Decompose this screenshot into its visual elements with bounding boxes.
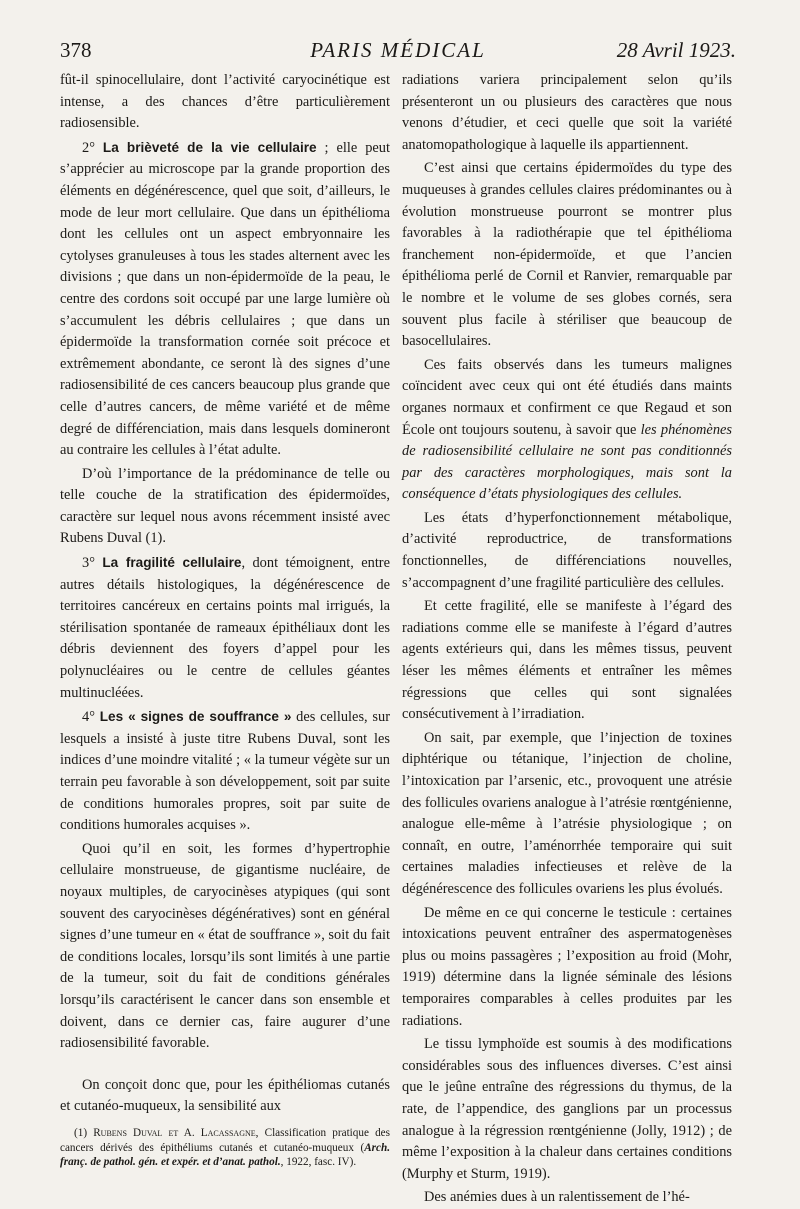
journal-title: PARIS MÉDICAL [310,38,486,62]
paragraph: Des anémies dues à un ralentissement de l’hé- [424,1189,690,1206]
section-heading: La fragilité cellulaire [102,555,242,571]
paragraph-text: Ces faits observés dans les tumeurs malignes coïncident avec ceux qui ont été étudiés dans maints organes normaux et confirment ce que Regaud et son École ont toujours soutenu, à savoir que [402,356,732,438]
footnote [60,1126,390,1170]
section-heading: Les « signes de souffrance » [99,709,292,725]
right-column [402,70,732,1209]
paragraph [60,706,390,837]
paragraph: radiations variera principalement selon qu’ils présenteront un ou plusieurs des caractères que nous venons d’étudier, et ceci quelle que soit la variété anatomopathologique à laquelle ils appartiennent. [402,72,732,153]
italic-emphasis: les phénomènes de radiosensibilité cellulaire ne sont pas conditionnés par des caractères morphologiques, mais sont la conséquence d’états physiologiques des cellules. [402,421,733,503]
paragraph-text: , dont témoignent, entre autres détails histologiques, la dégénérescence de territoires cancéreux en certains points mal irrigués, la stérilisation spontanée de rameaux épithéliaux dont les débris deviennent des foyers d’appel pour les polynucléaires ou le centre de cellules géantes multinucléées. [60,555,390,701]
page-header [60,38,736,72]
paragraph [60,552,390,704]
footnote-end: , 1922, fasc. IV). [280,1156,357,1169]
footnote-number: (1) [74,1126,94,1139]
footnote-authors: Rubens Duval et A. Lacassagne [93,1126,256,1139]
paragraph: Le tissu lymphoïde est soumis à des modifications considérables sous des influences diverses. C’est ainsi que le jeûne entraîne des régressions du thymus, de la rate, de l’appendice, des ganglions par un processus analogue à la régression rœntgénienne (Jolly, 1912) ; de même l’exposition à la chaleur dans certaines conditions (Murphy et Sturm, 1919). [402,1036,732,1182]
item-number: 3° [82,555,103,572]
left-column [60,70,390,1170]
paragraph: Les états d’hyperfonctionnement métabolique, d’activité reproductrice, de transformations fonctionnelles, de différenciations nouvelles, s’accompagnent d’une fragilité particulière des cellules. [402,509,732,591]
item-number: 4° [82,709,100,726]
paragraph: On sait, par exemple, que l’injection de toxines diphtérique ou tétanique, l’injection de choline, l’intoxication par l’arsenic, etc., provoquent une atrésie des follicules ovariens analogue à l’atrésie rœntgénienne, analogue elle-même à l’atrésie physiologique ; on connaît, en outre, l’aménorrhée temporaire qui suit certaines maladies infectieuses et relève de la dégénérescence des follicules ovariens les plus évolués. [402,729,732,897]
paragraph-text: des cellules, sur lesquels a insisté à juste titre Rubens Duval, sont les indices d’une moindre vitalité ; « la tumeur végète sur un terrain peu favorable à son développement, soit par suite de conditions humorales propres, soit par suite de conditions humorales acquises ». [60,709,390,834]
paragraph: D’où l’importance de la prédominance de telle ou telle couche de la stratification des épidermoïdes, caractère sur lequel nous avons récemment insisté avec Rubens Duval (1). [60,465,390,547]
paragraph: Et cette fragilité, elle se manifeste à l’égard des radiations comme elle se manifeste à l’égard d’autres agents extérieurs qui, dans les mêmes tissus, peuvent léser les mêmes éléments et entraîner les mêmes régressions que celles qui sont signalées consécutivement à l’irradiation. [402,598,732,723]
section-heading: La brièveté de la vie cellulaire [102,139,317,155]
page-number: 378 [60,38,92,62]
paragraph [60,137,390,462]
paragraph-text: ; elle peut s’apprécier au microscope par la grande proportion des éléments en dégénérescence, quel que soit, d’ailleurs, le mode de leur mort cellulaire. Que dans un épithélioma dont les cellules ont un aspect embryonnaire les cytolyses granuleuses à tous les stades alternent avec les divisions ; que dans un non-épidermoïde de la peau, le centre des cordons soit occupé par une large lumière où s’accumulent les débris cellulaires ; que dans un épidermoïde la transformation cornée soit précoce et extrêmement abondante, ce seront là des signes d’une radiosensibilité de ces cancers beaucoup plus grande que celle d’autres cancers, de même variété et de même degré de différenciation, mais dans lesquels domineront au contraire les cellules à l’état adulte. [60,139,390,459]
footnote-journal: Arch. franç. de pathol. gén. et expér. et d’anat. pathol. [60,1141,390,1169]
item-number: 2° [82,139,103,156]
paragraph: C’est ainsi que certains épidermoïdes du type des muqueuses à grandes cellules claires prédominantes ou à évolution monstrueuse pourront se montrer plus favorables à la radiothérapie que tel épithélioma franchement non-épidermoïde, et que l’ancien épithélioma perlé de Cornil et Ranvier, remarquable par le nombre et le volume de ses globes cornés, sera souvent plus facile à stériliser que beaucoup de basocellulaires. [402,160,732,350]
issue-date: 28 Avril 1923. [616,38,736,62]
paragraph: De même en ce qui concerne le testicule : certaines intoxications peuvent entraîner des aspermatogenèses plus ou moins passagères ; l’exposition au froid (Mohr, 1919) détermine dans la lignée séminale des lésions temporaires comparables à celles produites par les radiations. [402,904,732,1029]
paragraph: Quoi qu’il en soit, les formes d’hypertrophie cellulaire monstrueuse, de gigantisme nucléaire, de noyaux multiples, de caryocinèses atypiques (qui sont souvent des caryocinèses dégénératives) sont en général signes d’une tumeur en « état de souffrance », soit du fait de conditions locales, lorsqu’ils sont limités à une partie de la tumeur, soit du fait de conditions générales lorsqu’ils caractérisent le cancer dans son ensemble et doivent, dans ce dernier cas, faire augurer d’une radiosensibilité favorable. [60,840,390,1052]
footnote-text: , Classification pratique des cancers dérivés des épithéliums cutanés et cutanéo-muqueux ( [60,1126,390,1154]
paragraph [402,355,732,506]
paragraph: fût-il spinocellulaire, dont l’activité caryocinétique est intense, a des chances d’être particulièrement radiosensible. [60,72,390,132]
paragraph: On conçoit donc que, pour les épithéliomas cutanés et cutanéo-muqueux, la sensibilité aux [60,1076,390,1115]
